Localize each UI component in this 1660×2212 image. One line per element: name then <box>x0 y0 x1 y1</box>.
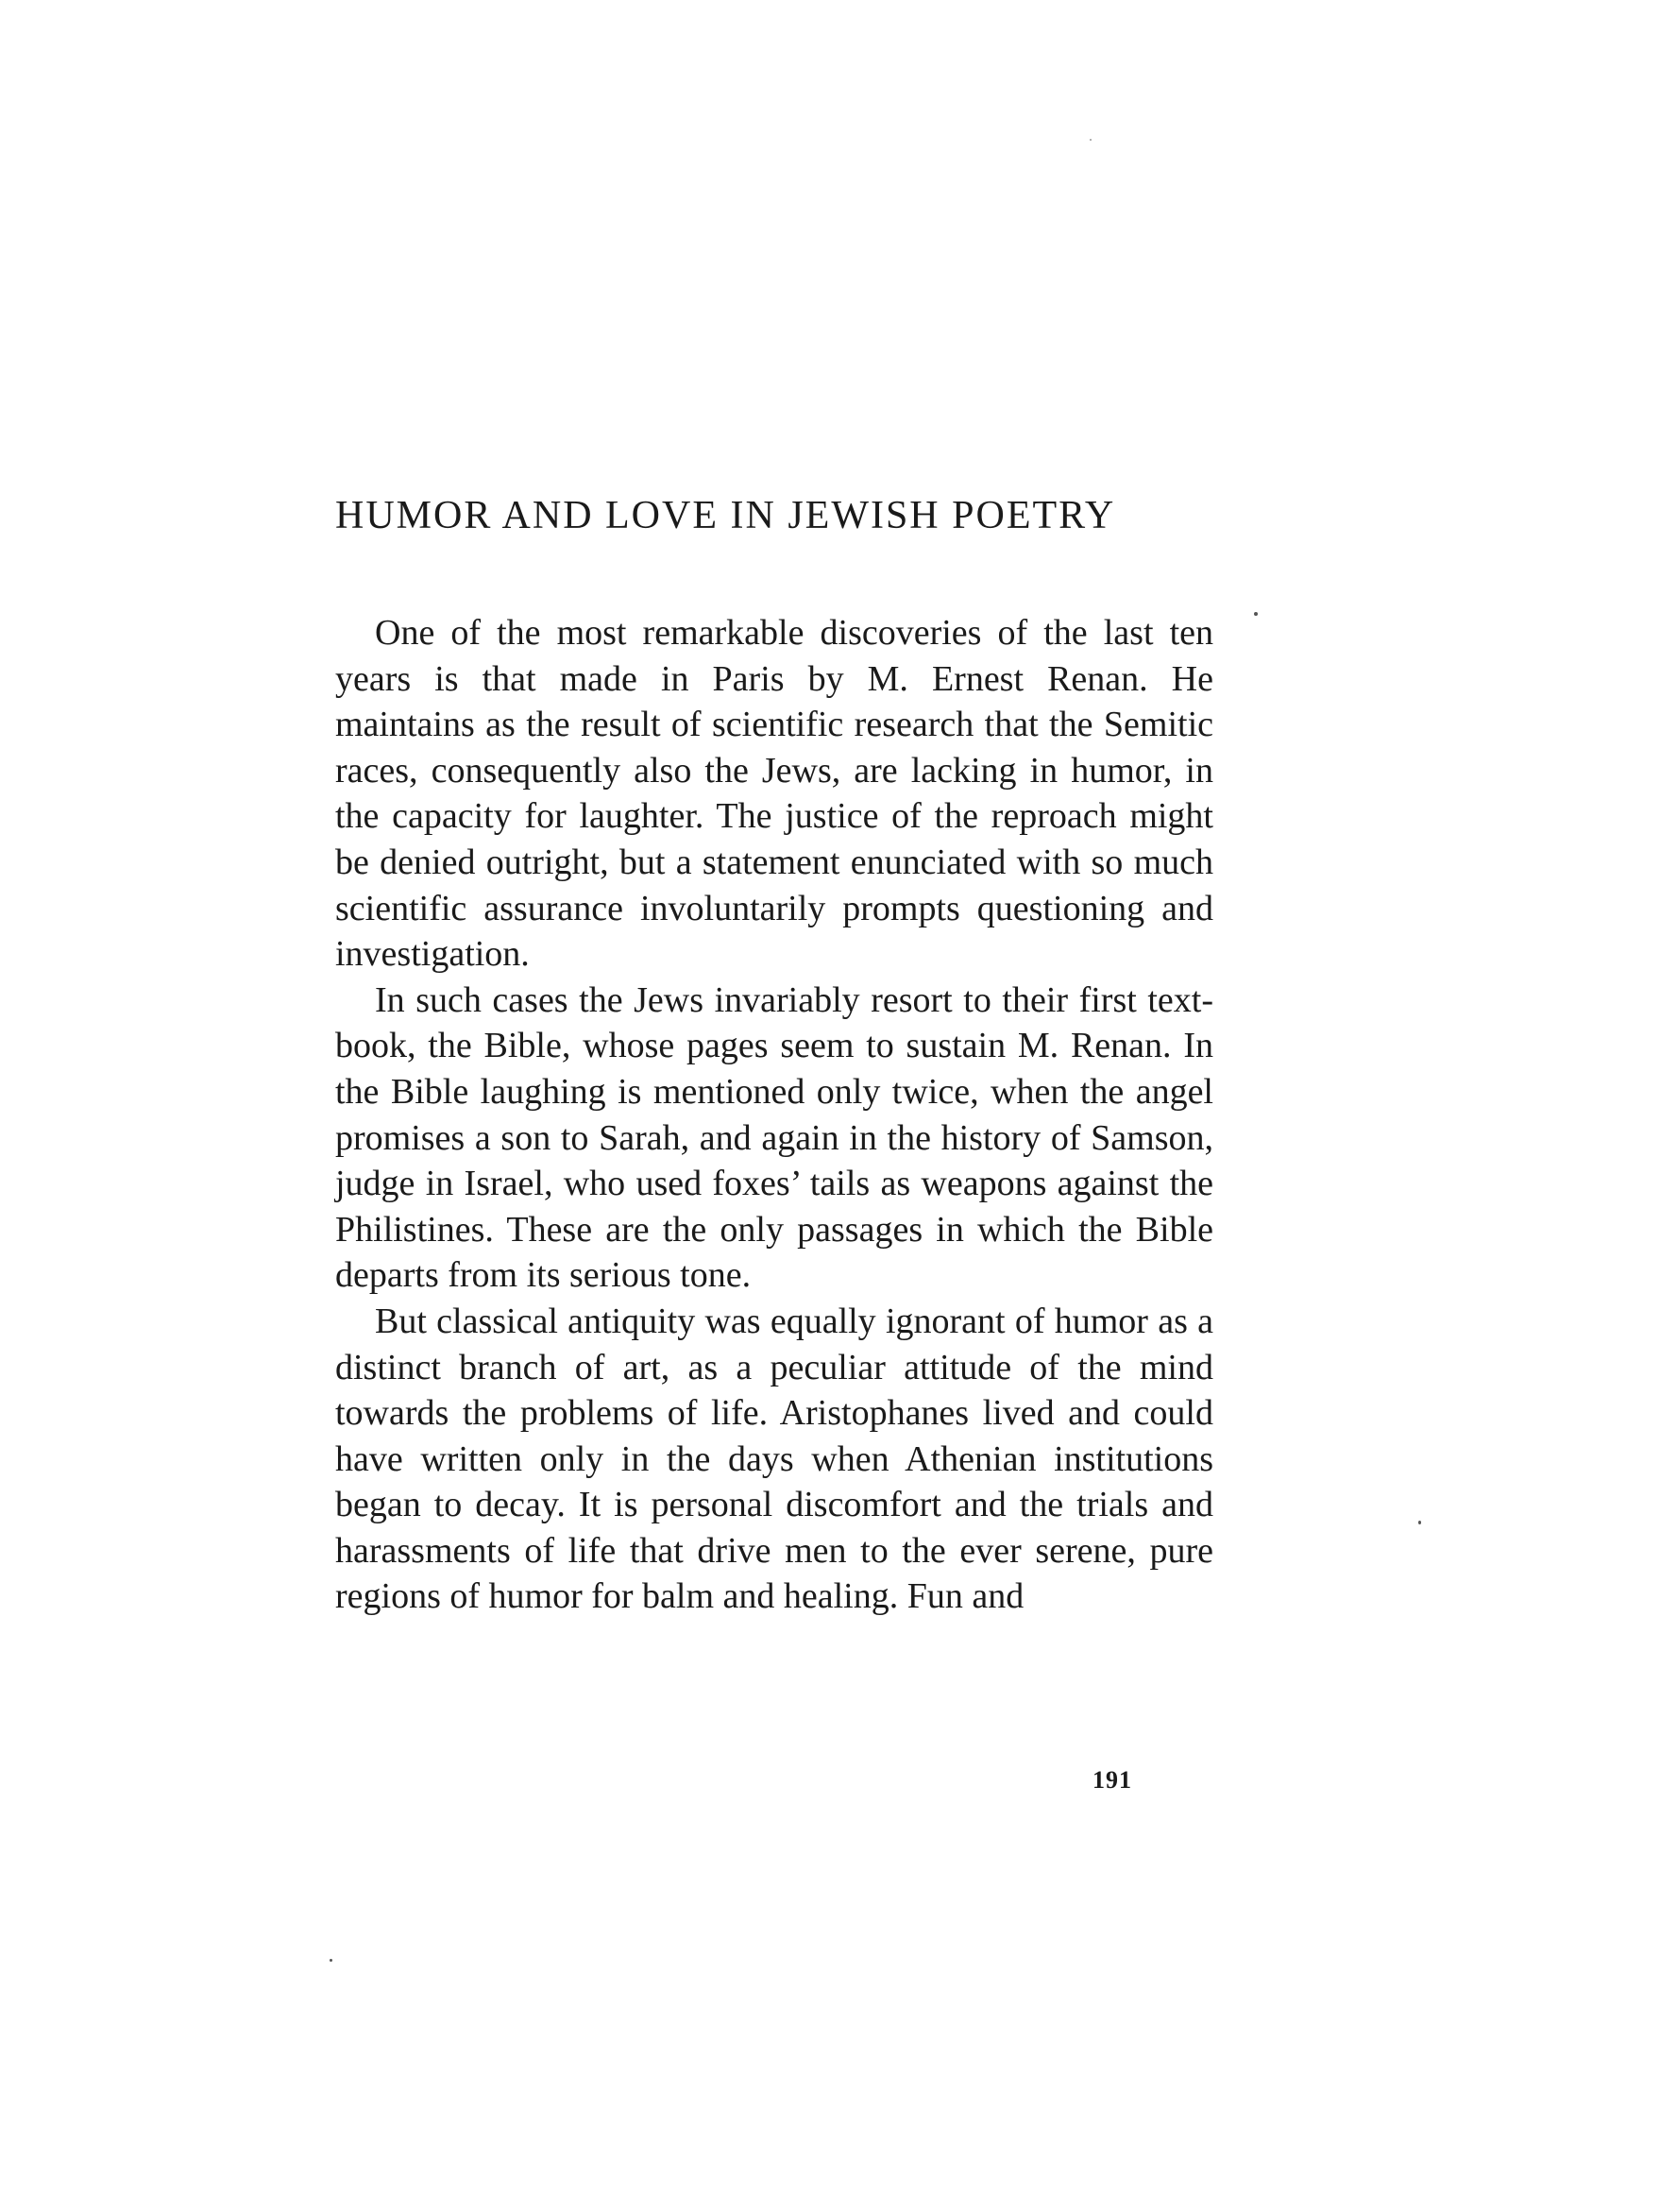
body-text <box>335 610 1213 1620</box>
paragraph-1: One of the most remarkable discoveries of the last ten years is that made in Paris by M. Ernest Renan. He maintains as the result of scientific research that the Semitic races, consequently also the Jews, are lacking in humor, in the capacity for laughter. The justice of the reproach might be denied outright, but a statement enunciated with so much scientific assurance involuntarily prompts questioning and investigation. <box>335 613 1213 975</box>
page-number: 191 <box>1093 1766 1132 1794</box>
scan-speck <box>1418 1521 1421 1524</box>
paragraph-3: But classical antiquity was equally ignorant of humor as a distinct branch of art, as a peculiar attitude of the mind towards the problems of life. Aristophanes lived and could have written only in the days when Athenian institutions began to decay. It is personal discomfort and the trials and harassments of life that drive men to the ever serene, pure regions of humor for balm and healing. Fun and <box>335 1301 1213 1617</box>
chapter-title: HUMOR AND LOVE IN JEWISH POETRY <box>335 494 1116 537</box>
paragraph-2: In such cases the Jews invariably resort to their first text-book, the Bible, whose pages seem to sustain M. Renan. In the Bible laughing is mentioned only twice, when the angel promises a son to Sarah, and again in the history of Samson, judge in Israel, who used foxes’ tails as weapons against the Philistines. These are the only passages in which the Bible departs from its serious tone. <box>335 979 1213 1296</box>
scan-speck <box>1090 139 1092 141</box>
scan-speck <box>1254 612 1258 616</box>
scan-speck <box>330 1959 332 1962</box>
